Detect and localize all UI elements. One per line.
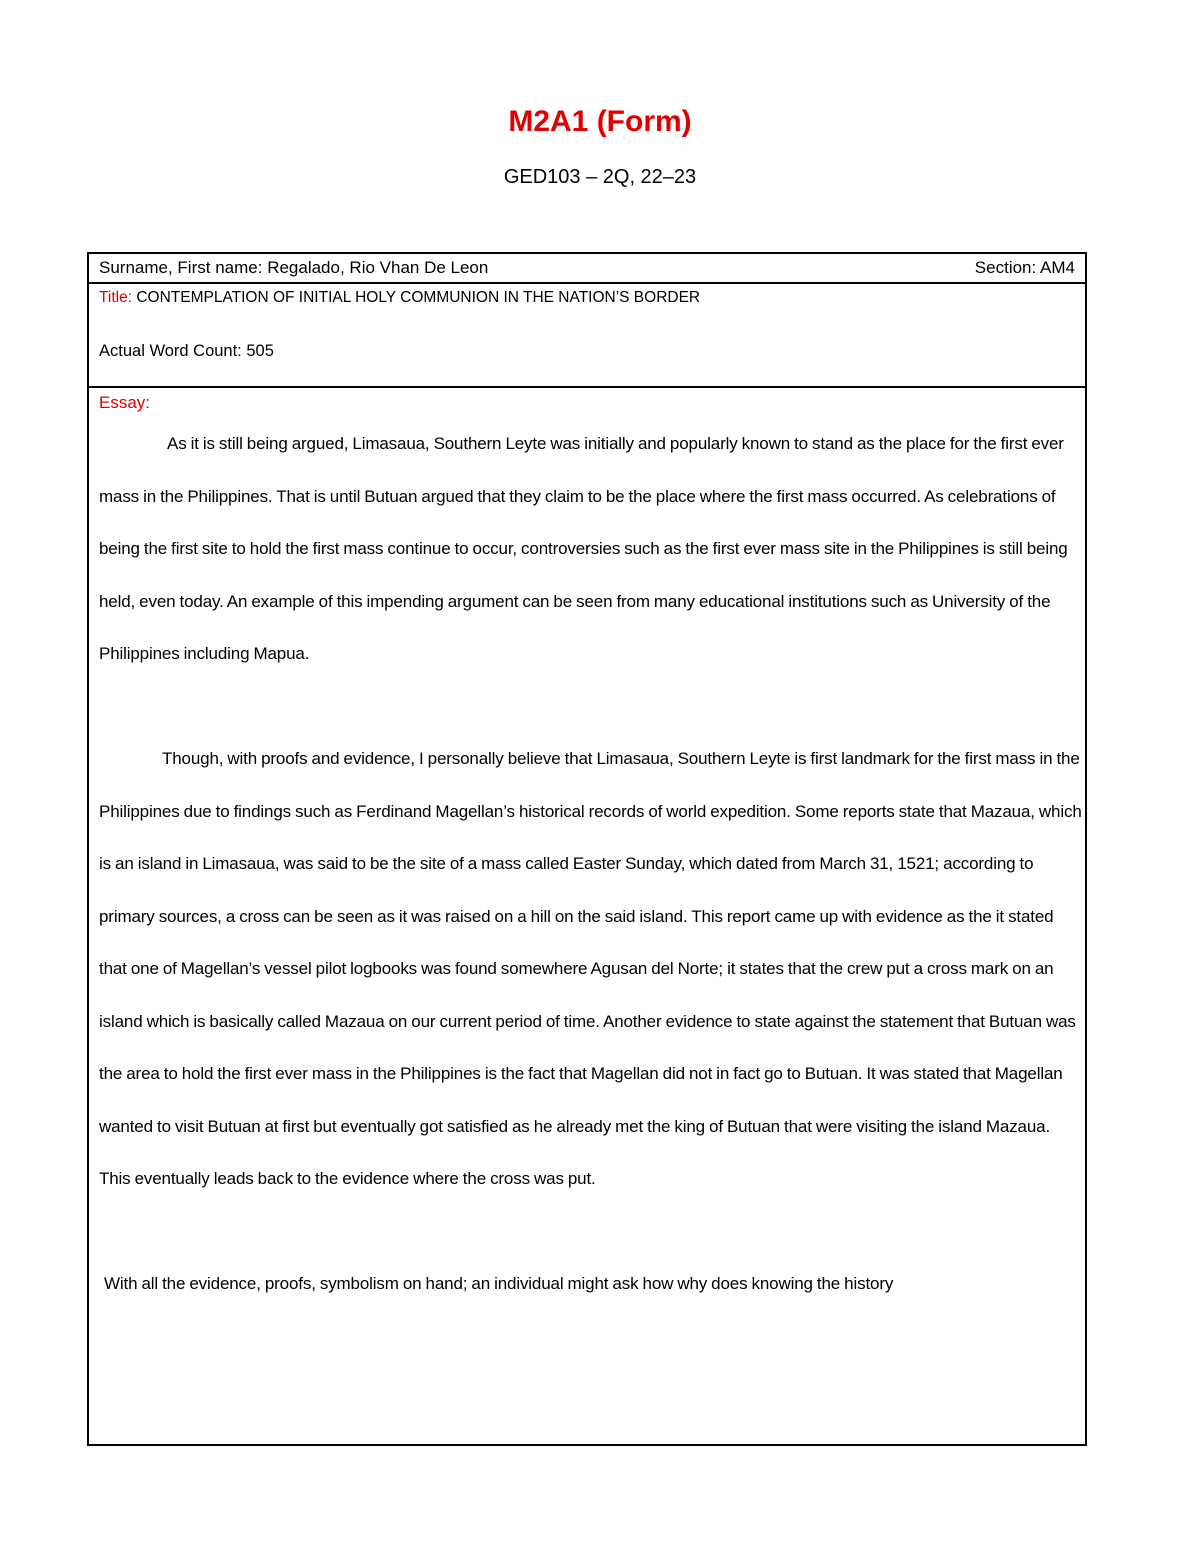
essay-title bbox=[99, 287, 700, 309]
essay-label: Essay: bbox=[99, 393, 151, 412]
word-count-label: Actual Word Count: bbox=[99, 342, 242, 360]
essay-form-table bbox=[87, 252, 1087, 1446]
student-info-row bbox=[89, 254, 1085, 284]
student-section bbox=[975, 257, 1075, 279]
student-name bbox=[99, 257, 488, 279]
word-count-value: 505 bbox=[246, 342, 274, 360]
essay-title-row bbox=[89, 284, 1085, 388]
essay-text bbox=[99, 418, 1084, 1311]
page-title: M2A1 (Form) bbox=[508, 105, 692, 138]
essay-paragraph-2: Though, with proofs and evidence, I personally believe that Limasaua, Southern Leyte is first landmark for the first mass in the Philippines due to findings such as Ferdinand Magellan’s historical records of world expedition. Some reports state that Mazaua, which is an island in Limasaua, was said to be the site of a mass called Easter Sunday, which dated from March 31, 1521; according to primary sources, a cross can be seen as it was raised on a hill on the said island. This report came up with evidence as the it stated that one of Magellan’s vessel pilot logbooks was found somewhere Agusan del Norte; it states that the crew put a cross mark on an island which is basically called Mazaua on our current period of time. Another evidence to state against the statement that Butuan was the area to hold the first ever mass in the Philippines is the fact that Magellan did not in fact go to Butuan. It was stated that Magellan wanted to visit Butuan at first but eventually got satisfied as he already met the king of Butuan that were visiting the island Mazaua. This eventually leads back to the evidence where the cross was put. bbox=[99, 749, 1082, 1188]
title-value: CONTEMPLATION OF INITIAL HOLY COMMUNION IN THE NATION’S BORDER bbox=[136, 289, 701, 306]
title-label: Title: bbox=[99, 289, 133, 306]
name-value: Regalado, Rio Vhan De Leon bbox=[267, 258, 489, 277]
essay-paragraph-3: With all the evidence, proofs, symbolism on hand; an individual might ask how why does knowing the history bbox=[104, 1274, 894, 1293]
word-count bbox=[99, 340, 274, 362]
section-label: Section: bbox=[974, 258, 1037, 277]
essay-body-row bbox=[89, 388, 1085, 1446]
section-value: AM4 bbox=[1040, 258, 1075, 277]
essay-paragraph-1: As it is still being argued, Limasaua, Southern Leyte was initially and popularly known to stand as the place for the first ever mass in the Philippines. That is until Butuan argued that they claim to be the place where the first mass occurred. As celebrations of being the first site to hold the first mass continue to occur, controversies such as the first ever mass site in the Philippines is still being held, even today. An example of this impending argument can be seen from many educational institutions such as University of the Philippines including Mapua. bbox=[99, 434, 1068, 663]
course-subtitle: GED103 – 2Q, 22–23 bbox=[503, 166, 697, 188]
name-label: Surname, First name: bbox=[99, 258, 263, 277]
